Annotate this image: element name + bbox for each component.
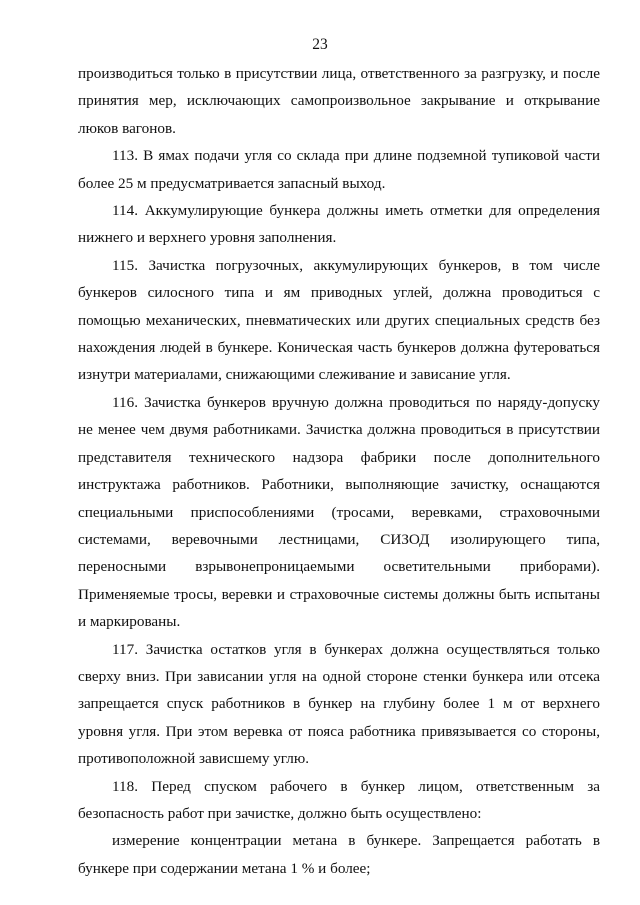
paragraph-113: 113. В ямах подачи угля со склада при длине подземной тупиковой части более 25 м предусматривается запасный выход. (78, 147, 600, 192)
page-number: 23 (312, 36, 328, 53)
paragraph-118: 118. Перед спуском рабочего в бункер лицом, ответственным за безопасность работ при зачистке, должно быть осуществлено: (78, 777, 600, 822)
paragraph-methane-measurement: измерение концентрации метана в бункере. Запрещается работать в бункере при содержании метана 1 % и более; (78, 832, 600, 877)
paragraph-115: 115. Зачистка погрузочных, аккумулирующих бункеров, в том числе бункеров силосного типа и ям приводных углей, должна проводиться с помощью механических, пневматических или других специальных средств без нахождения людей в бункере. Коническая часть бункеров должна футероваться изнутри материалами, снижающими слеживание и зависание угля. (78, 256, 600, 384)
paragraph-116: 116. Зачистка бункеров вручную должна проводиться по наряду-допуску не менее чем двумя работниками. Зачистка должна проводиться в присутствии представителя технического надзора фабрики после дополнительного инструктажа работников. Работники, выполняющие зачистку, оснащаются специальными приспособлениями (тросами, веревками, страховочными системами, веревочными лестницами, СИЗОД изолирующего типа, переносными взрывонепроницаемыми осветительными приборами). Применяемые тросы, веревки и страховочные системы должны быть испытаны и маркированы. (78, 393, 600, 631)
document-body (78, 60, 600, 882)
paragraph-117: 117. Зачистка остатков угля в бункерах должна осуществляться только сверху вниз. При зависании угля на одной стороне стенки бункера или отсека запрещается спуск работников в бункер на глубину более 1 м от верхнего уровня угля. При этом веревка от пояса работника привязывается со стороны, противоположной зависшему углю. (78, 640, 600, 768)
paragraph-continuation: производиться только в присутствии лица, ответственного за разгрузку, и после принятия мер, исключающих самопроизвольное закрывание и открывание люков вагонов. (78, 65, 600, 137)
paragraph-114: 114. Аккумулирующие бункера должны иметь отметки для определения нижнего и верхнего уровня заполнения. (78, 202, 600, 247)
